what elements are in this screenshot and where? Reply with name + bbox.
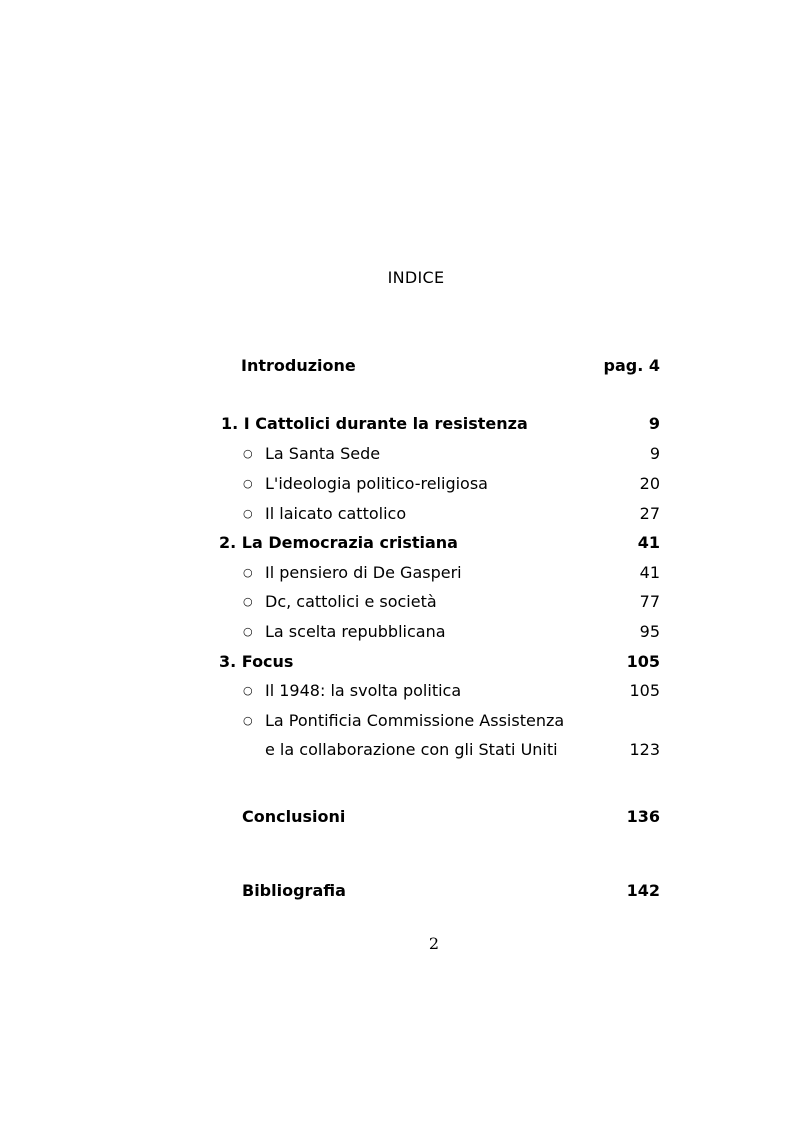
toc-section-label: L'ideologia politico-religiosa — [265, 474, 488, 493]
bullet-icon: ○ — [243, 447, 253, 460]
toc-section[interactable] — [0, 503, 793, 525]
bullet-icon: ○ — [243, 595, 253, 608]
toc-chapter-label: 2. La Democrazia cristiana — [219, 533, 458, 552]
toc-section-page: 77 — [639, 592, 660, 611]
bullet-icon: ○ — [243, 566, 253, 579]
toc-chapter-page: 105 — [626, 652, 660, 671]
toc-section-page: 41 — [639, 563, 660, 582]
toc-section-page: 105 — [629, 681, 660, 700]
toc-section-label: Il laicato cattolico — [265, 504, 407, 523]
toc-section[interactable] — [0, 473, 793, 495]
toc-chapter-1[interactable] — [0, 413, 793, 435]
toc-section-label: La Pontificia Commissione Assistenza — [265, 711, 565, 730]
toc-section[interactable] — [0, 562, 793, 584]
toc-section-page: 123 — [629, 740, 660, 759]
toc-section[interactable] — [0, 710, 793, 732]
toc-section-page: 27 — [639, 504, 660, 523]
toc-chapter-page: 9 — [648, 414, 660, 433]
toc-chapter-page: 41 — [637, 533, 660, 552]
bullet-icon: ○ — [243, 714, 253, 727]
toc-section-label: Il pensiero di De Gasperi — [265, 563, 462, 582]
bullet-icon: ○ — [243, 507, 253, 520]
toc-section-label: La Santa Sede — [265, 444, 381, 463]
toc-chapter-3[interactable] — [0, 651, 793, 673]
page-title: INDICE — [387, 268, 445, 287]
toc-entry-label: Bibliografia — [242, 881, 346, 900]
toc-section[interactable] — [0, 443, 793, 465]
toc-section-label: Dc, cattolici e società — [265, 592, 437, 611]
toc-entry-label: Introduzione — [241, 356, 356, 375]
toc-section-label-line2: e la collaborazione con gli Stati Uniti — [265, 740, 558, 759]
toc-chapter-2[interactable] — [0, 532, 793, 554]
toc-section-page: 9 — [649, 444, 660, 463]
bullet-icon: ○ — [243, 477, 253, 490]
bullet-icon: ○ — [243, 684, 253, 697]
toc-section[interactable] — [0, 680, 793, 702]
toc-entry-page: 136 — [626, 807, 660, 826]
toc-section-continuation[interactable] — [0, 739, 793, 761]
toc-chapter-label: 1. I Cattolici durante la resistenza — [221, 414, 528, 433]
toc-entry-label: Conclusioni — [242, 807, 346, 826]
toc-section[interactable] — [0, 621, 793, 643]
toc-entry-introduzione[interactable] — [0, 355, 793, 377]
toc-entry-page: pag. 4 — [603, 356, 660, 375]
toc-section-label: La scelta repubblicana — [265, 622, 446, 641]
toc-section-label: Il 1948: la svolta politica — [265, 681, 462, 700]
toc-section[interactable] — [0, 591, 793, 613]
toc-entry-bibliografia[interactable] — [0, 880, 793, 902]
page-number: 2 — [428, 934, 440, 953]
toc-section-page: 95 — [639, 622, 660, 641]
bullet-icon: ○ — [243, 625, 253, 638]
toc-chapter-label: 3. Focus — [219, 652, 294, 671]
toc-section-page: 20 — [639, 474, 660, 493]
toc-entry-page: 142 — [626, 881, 660, 900]
toc-entry-conclusioni[interactable] — [0, 806, 793, 828]
